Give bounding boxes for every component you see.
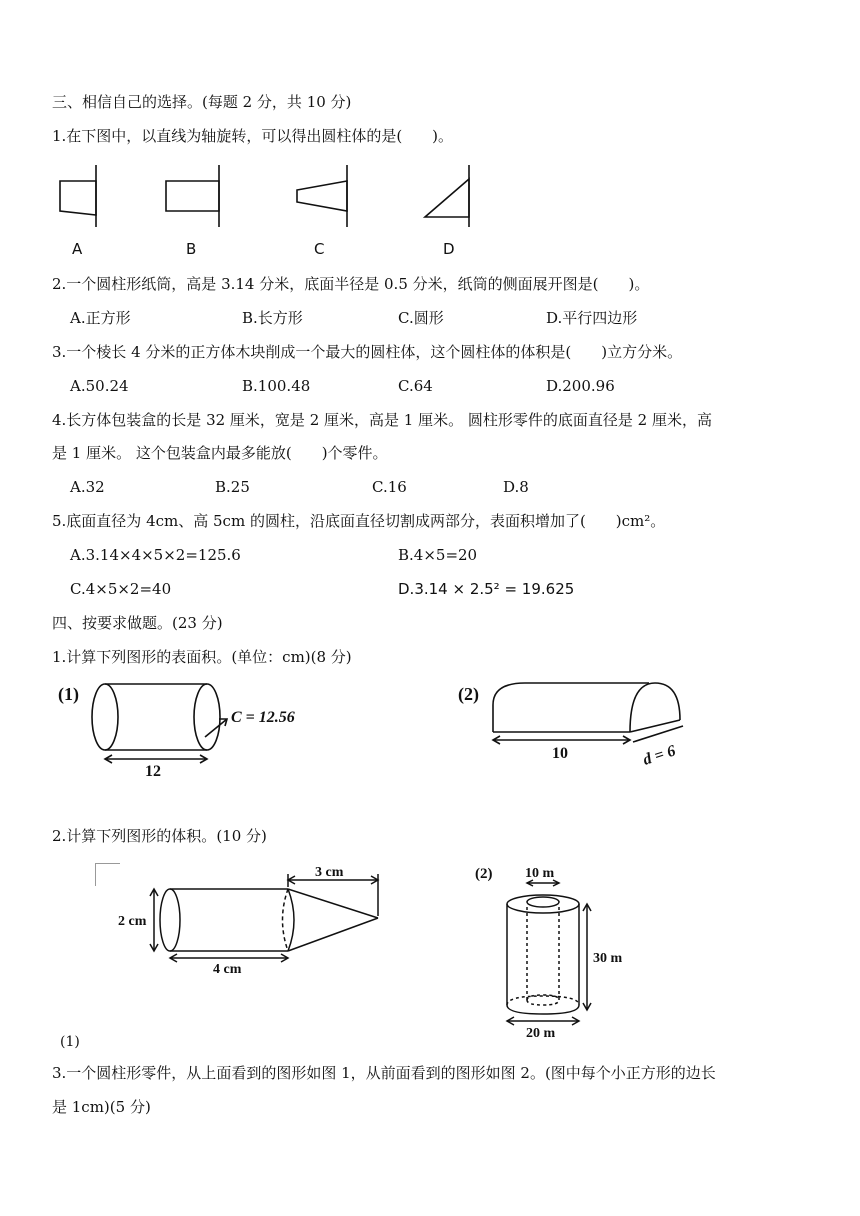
shape-d [425,179,469,217]
option-a-label: A [72,240,83,258]
q3-option-c: C.64 [398,377,433,395]
q1-figures [0,165,860,265]
option-d-label: D [443,240,455,258]
q4-option-d: D.8 [503,478,529,496]
question-4-line-2: 是 1 厘米。 这个包装盒内最多能放( )个零件。 [52,444,388,462]
shape-b [166,181,219,211]
figure-label: (2) [475,866,493,882]
q4-option-c: C.16 [372,478,407,496]
question-3: 3.一个棱长 4 分米的正方体木块削成一个最大的圆柱体，这个圆柱体的体积是( )立方分米。 [52,343,683,361]
q5-option-d: D.3.14 × 2.5² = 19.625 [398,580,575,598]
section-4-title: 四、按要求做题。(23 分) [52,614,223,632]
diameter-label: 2 cm [118,914,147,929]
q3-option-a: A.50.24 [70,377,129,395]
length-label: 4 cm [213,962,242,977]
section-4-question-1: 1.计算下列图形的表面积。(单位：cm)(8 分) [52,648,352,666]
volume-figure-1 [110,860,410,977]
circumference-label: C = 12.56 [231,709,295,726]
question-2: 2.一个圆柱形纸筒，高是 3.14 分米，底面半径是 0.5 分米，纸筒的侧面展开图是( )。 [52,275,650,293]
q4-option-b: B.25 [215,478,250,496]
q2-option-a: A.正方形 [70,309,131,327]
q4-option-a: A.32 [70,478,105,496]
outer-diameter-label: 20 m [526,1026,556,1041]
section-4-question-2: 2.计算下列图形的体积。(10 分) [52,827,267,845]
length-label: 10 [552,745,568,762]
q2-option-b: B.长方形 [242,309,303,327]
question-1: 1.在下图中，以直线为轴旋转，可以得出圆柱体的是( )。 [52,127,454,145]
shape-c [297,181,347,211]
surface-area-figure-2 [455,675,735,785]
section-4-question-3-line-1: 3.一个圆柱形零件，从上面看到的图形如图 1，从前面看到的图形如图 2。(图中每个小正方形的边长 [52,1064,716,1082]
q2-option-d: D.平行四边形 [546,309,638,327]
section-4-question-3-line-2: 是 1cm)(5 分) [52,1098,151,1116]
q3-option-d: D.200.96 [546,377,615,395]
shape-a [60,181,96,215]
height-label: 30 m [593,951,623,966]
surface-area-figure-1 [55,675,355,785]
q5-option-b: B.4×5=20 [398,546,478,564]
volume-figure-1-label: (1) [60,1034,80,1050]
inner-diameter-label: 10 m [525,866,555,881]
volume-figure-2 [470,860,660,1040]
diameter-label: d = 6 [640,742,678,769]
cone-height-label: 3 cm [315,865,344,880]
option-b-label: B [186,240,197,258]
q5-option-c: C.4×5×2=40 [70,580,172,598]
question-5: 5.底面直径为 4cm、高 5cm 的圆柱，沿底面直径切割成两部分，表面积增加了( )cm²。 [52,512,666,530]
q5-option-a: A.3.14×4×5×2=125.6 [70,546,241,564]
figure-label: (1) [58,684,79,704]
section-3-title: 三、相信自己的选择。(每题 2 分，共 10 分) [52,93,352,111]
option-c-label: C [314,240,325,258]
q3-option-b: B.100.48 [242,377,311,395]
question-4-line-1: 4.长方体包装盒的长是 32 厘米，宽是 2 厘米，高是 1 厘米。 圆柱形零件的底面直径是 2 厘米，高 [52,411,712,429]
figure-label: (2) [458,684,479,704]
length-label: 12 [145,763,161,780]
q2-option-c: C.圆形 [398,309,444,327]
